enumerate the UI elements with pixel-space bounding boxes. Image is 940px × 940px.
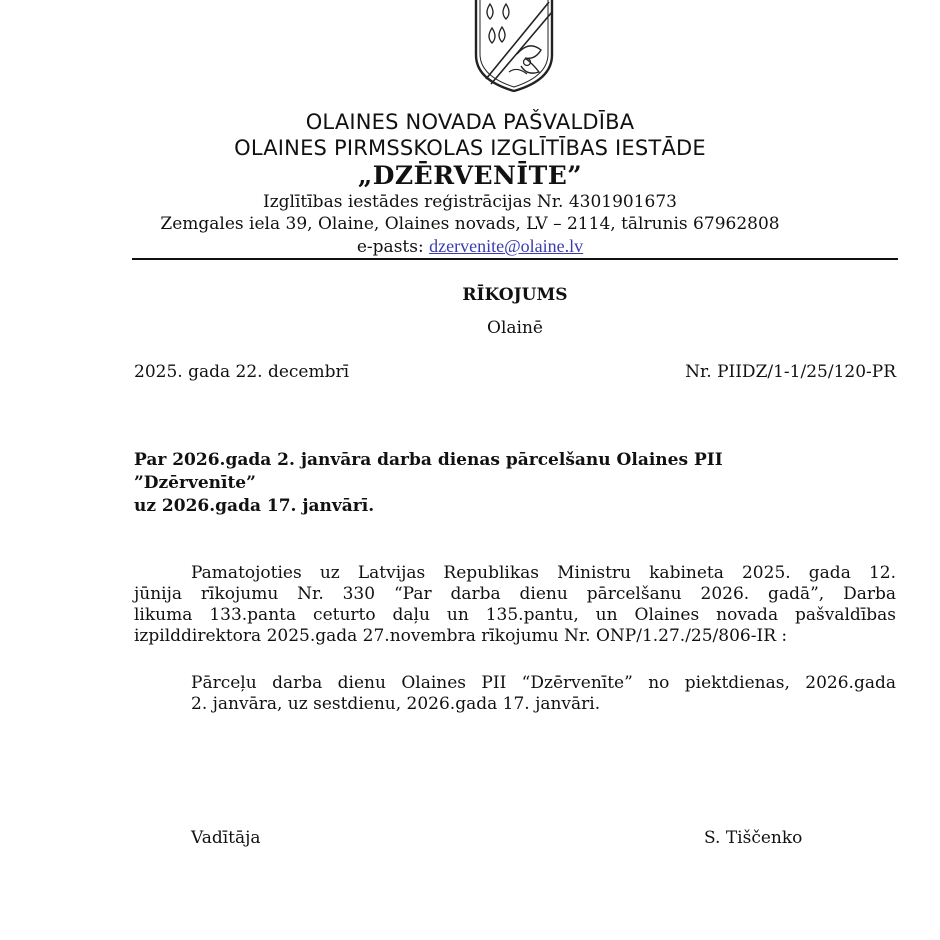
address-line: Zemgales iela 39, Olaine, Olaines novads, LV – 2114, tālrunis 67962808: [160, 214, 780, 234]
document-place: Olainē: [487, 318, 543, 338]
paragraph-line: jūnija rīkojumu Nr. 330 “Par darba dienu pārcelšanu 2026. gadā”, Darba: [134, 584, 896, 604]
institution-name: OLAINES PIRMSSKOLAS IZGLĪTĪBAS IESTĀDE: [234, 136, 706, 160]
email-label: e-pasts:: [356, 237, 430, 257]
document-number: Nr. PIIDZ/1-1/25/120-PR: [685, 362, 896, 382]
header-divider: [132, 258, 898, 260]
institution-title: „DZĒRVENĪTE”: [357, 161, 583, 190]
document-date: 2025. gada 22. decembrī: [134, 362, 350, 382]
subject-line: uz 2026.gada 17. janvārī.: [134, 496, 375, 516]
paragraph-line: Pārceļu darba dienu Olaines PII “Dzērvenīte” no piektdienas, 2026.gada: [191, 673, 896, 693]
paragraph-line: likuma 133.panta ceturto daļu un 135.pantu, un Olaines novada pašvaldības: [134, 605, 896, 625]
email-link[interactable]: dzervenite@olaine.lv: [429, 236, 584, 256]
basis-paragraph: [134, 563, 896, 647]
subject-line: ”Dzērvenīte”: [134, 473, 256, 493]
coat-of-arms-icon: [471, 0, 557, 92]
document-type: RĪKOJUMS: [462, 285, 568, 305]
paragraph-line: 2. janvāra, uz sestdienu, 2026.gada 17. janvāri.: [191, 694, 601, 714]
registration-number: Izglītības iestādes reģistrācijas Nr. 4301901673: [262, 192, 678, 212]
document-subject: [134, 449, 723, 518]
municipality-name: OLAINES NOVADA PAŠVALDĪBA: [305, 110, 635, 134]
signature-role: Vadītāja: [191, 828, 261, 848]
email-line: [0, 236, 940, 257]
paragraph-line: izpilddirektora 2025.gada 27.novembra rīkojumu Nr. ONP/1.27./25/806-IR :: [134, 626, 788, 646]
subject-line: Par 2026.gada 2. janvāra darba dienas pārcelšanu Olaines PII: [134, 450, 723, 470]
order-paragraph: [134, 673, 896, 715]
paragraph-line: Pamatojoties uz Latvijas Republikas Ministru kabineta 2025. gada 12.: [191, 563, 896, 583]
signature-name: S. Tiščenko: [704, 828, 803, 848]
